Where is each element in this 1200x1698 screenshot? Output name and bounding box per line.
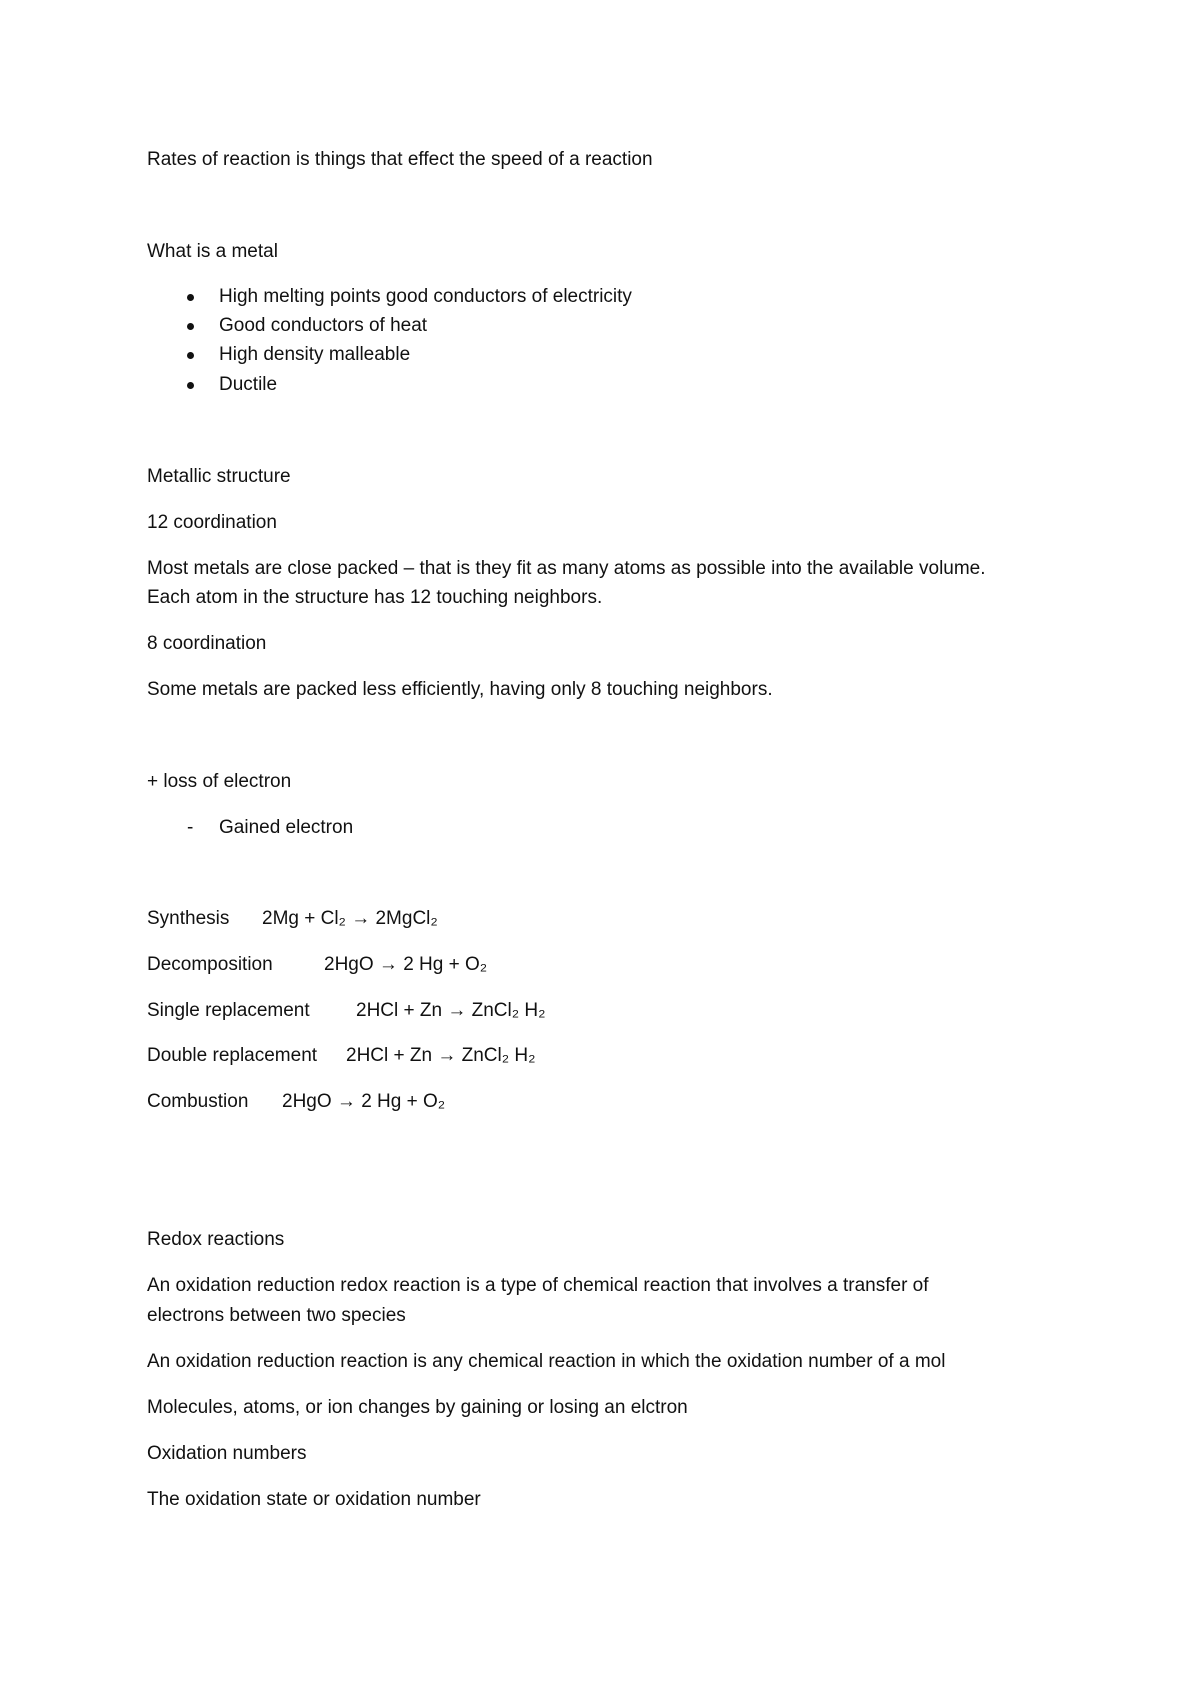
reaction-name: Combustion [147, 1091, 249, 1112]
reaction-equation: 2Mg + Cl₂ → 2MgCl₂ [262, 908, 438, 929]
oxidation-numbers-text: The oxidation state or oxidation number [147, 1489, 481, 1510]
coordination-12-text-line2: Each atom in the structure has 12 touching neighbors. [147, 587, 603, 608]
coordination-8-text: Some metals are packed less efficiently, having only 8 touching neighbors. [147, 679, 773, 700]
document-page: Rates of reaction is things that effect the speed of a reaction What is a metal High melting points good conductors of electricity Good conductors of heat High density malleable Ductile Metallic structure 12 coordination Most metals are close packed – that is they fit as many atoms as possible into the available volume. Each atom in the structure has 12 touching neighbors. 8 coordination Some metals are packed less efficiently, having only 8 touching neighbors. + loss of electron - Gained electron Synthesis 2Mg + Cl₂ → 2MgCl₂ Decomposition 2HgO → 2 Hg + O₂ Single replacement 2HCl + Zn → ZnCl₂ H₂ Double replacement 2HCl + Zn → ZnCl₂ H₂ Combustion 2HgO → 2 Hg + O₂ Redox reactions An oxidation reduction redox reaction is a type of chemical reaction that involves a transfer of electrons between two species An oxidation reduction reaction is any chemical reaction in which the oxidation number of a mol Molecules, atoms, or ion changes by gaining or losing an elctron Oxidation numbers The oxidation state or oxidation number [147, 149, 986, 1510]
reaction-name: Single replacement [147, 1000, 310, 1021]
coordination-8-heading: 8 coordination [147, 633, 267, 654]
redox-heading: Redox reactions [147, 1229, 285, 1250]
dash-marker: - [187, 817, 194, 838]
reaction-equation: 2HgO → 2 Hg + O₂ [324, 954, 488, 975]
bullet-icon [187, 294, 194, 301]
reaction-equation: 2HCl + Zn → ZnCl₂ H₂ [356, 1000, 546, 1021]
gained-electron-text: Gained electron [219, 817, 354, 838]
reaction-name: Synthesis [147, 908, 230, 929]
reaction-equation: 2HCl + Zn → ZnCl₂ H₂ [346, 1045, 536, 1066]
bullet-icon [187, 352, 194, 359]
redox-definition-1-line1: An oxidation reduction redox reaction is a type of chemical reaction that involves a transfer of [147, 1275, 929, 1296]
redox-definition-3: Molecules, atoms, or ion changes by gaining or losing an elctron [147, 1397, 688, 1418]
bullet-icon [187, 323, 194, 330]
reaction-name: Double replacement [147, 1045, 318, 1066]
structure-heading: Metallic structure [147, 466, 291, 487]
metal-heading: What is a metal [147, 241, 278, 262]
redox-definition-2: An oxidation reduction reaction is any chemical reaction in which the oxidation number of a mol [147, 1351, 946, 1372]
intro-text: Rates of reaction is things that effect the speed of a reaction [147, 149, 653, 170]
oxidation-numbers-heading: Oxidation numbers [147, 1443, 307, 1464]
reaction-name: Decomposition [147, 954, 273, 975]
bullet-icon [187, 382, 194, 389]
loss-of-electron-text: + loss of electron [147, 771, 292, 792]
coordination-12-heading: 12 coordination [147, 512, 277, 533]
coordination-12-text-line1: Most metals are close packed – that is they fit as many atoms as possible into the available volume. [147, 558, 986, 579]
reaction-equation: 2HgO → 2 Hg + O₂ [282, 1091, 446, 1112]
redox-definition-1-line2: electrons between two species [147, 1305, 406, 1326]
